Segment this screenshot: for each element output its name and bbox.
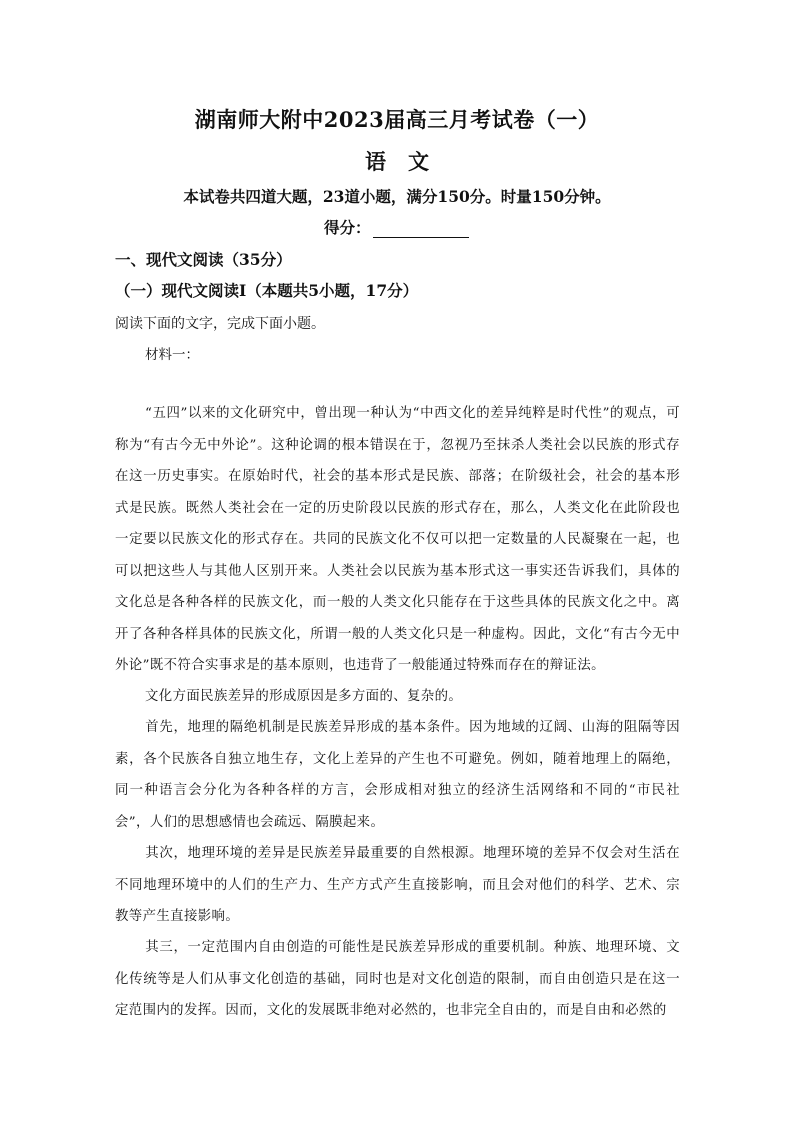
score-line — [324, 216, 469, 238]
score-label: 得分： — [324, 218, 371, 237]
paragraph: 文化方面民族差异的形成原因是多方面的、复杂的。 — [145, 689, 463, 704]
paragraph: 其三，一定范围内自由创造的可能性是民族差异形成的重要机制。种族、地理环境、文化传统等是人们从事文化创造的基础，同时也是对文化创造的限制，而自由创造只是在这一定范围内的发挥。因而，文化的发展既非绝对必然的，也非完全自由的，而是自由和必然的 — [115, 940, 680, 1018]
score-blank — [373, 221, 469, 238]
section-heading: 一、现代文阅读（35分） — [115, 250, 292, 269]
instruction: 阅读下面的文字，完成下面小题。 — [115, 316, 325, 332]
subsection-heading: （一）现代文阅读Ⅰ（本题共5小题，17分） — [115, 281, 419, 300]
material-label: 材料一： — [145, 347, 199, 363]
exam-title: 湖南师大附中2023届高三月考试卷（一） — [194, 107, 600, 132]
paragraph: “五四”以来的文化研究中，曾出现一种认为“中西文化的差异纯粹是时代性”的观点，可称为“有古今无中外论”。这种论调的根本错误在于，忽视乃至抹杀人类社会以民族的形式存在这一历史事实。在原始时代，社会的基本形式是民族、部落；在阶级社会，社会的基本形式是民族。既然人类社会在一定的历史阶段以民族的形式存在，那么，人类文化在此阶段也一定要以民族文化的形式存在。共同的民族文化不仅可以把一定数量的人民凝聚在一起，也可以把这些人与其他人区别开来。人类社会以民族为基本形式这一事实还告诉我们，具体的文化总是各种各样的民族文化，而一般的人类文化只能存在于这些具体的民族文化之中。离开了各种各样具体的民族文化，所谓一般的人类文化只是一种虚构。因此，文化“有古今无中外论”既不符合实事求是的基本原则，也违背了一般能通过特殊而存在的辩证法。 — [115, 406, 680, 673]
paragraph: 首先，地理的隔绝机制是民族差异形成的基本条件。因为地域的辽阔、山海的阻隔等因素，各个民族各自独立地生存，文化上差异的产生也不可避免。例如，随着地理上的隔绝，同一种语言会分化为各种各样的方言，会形成相对独立的经济生活网络和不同的“市民社会”，人们的思想感情也会疏远、隔膜起来。 — [115, 720, 680, 830]
paragraph: 其次，地理环境的差异是民族差异最重要的自然根源。地理环境的差异不仅会对生活在不同地理环境中的人们的生产力、生产方式产生直接影响，而且会对他们的科学、艺术、宗教等产生直接影响。 — [115, 846, 680, 924]
subject-title: 语文 — [365, 149, 451, 174]
exam-info: 本试卷共四道大题，23道小题，满分150分。时量150分钟。 — [183, 187, 611, 206]
